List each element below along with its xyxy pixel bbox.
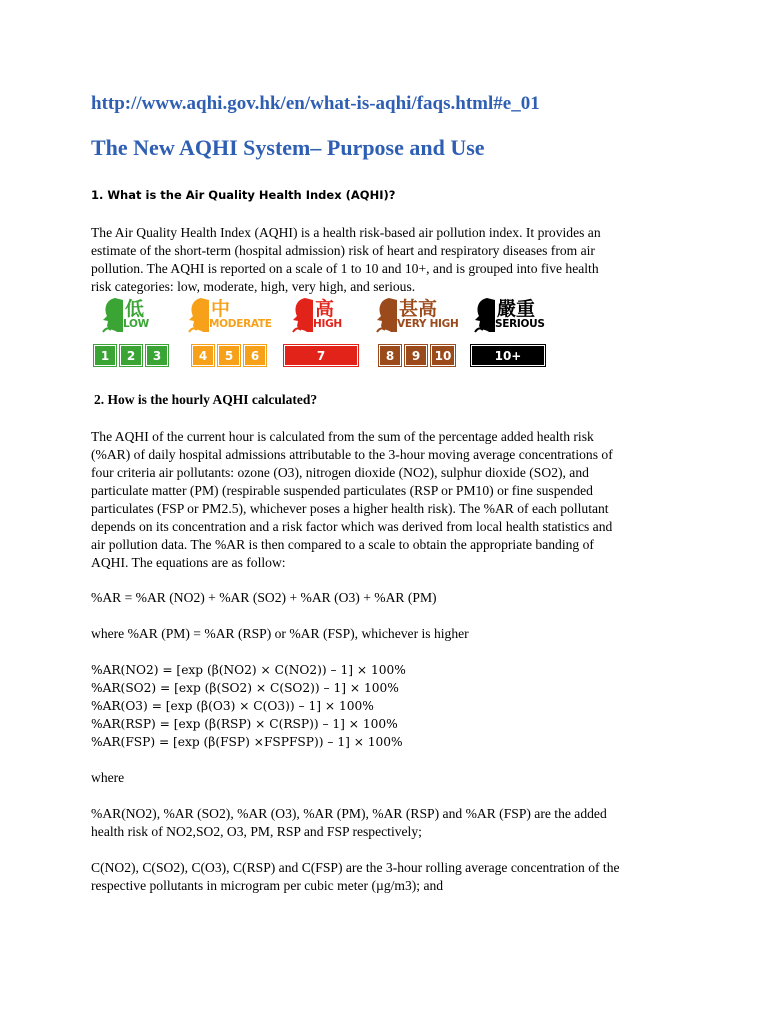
equation: %AR(O3) = [exp (β(O3) × C(O3)) – 1] × 100%	[91, 699, 374, 713]
definition-added-risk	[91, 805, 691, 841]
category-zh: 高	[315, 298, 335, 320]
scale-box: 4	[192, 345, 214, 366]
scale-serious	[471, 345, 545, 366]
scale-box: 6	[244, 345, 266, 366]
equation-list	[91, 661, 691, 751]
category-en: VERY HIGH	[397, 318, 459, 330]
category-zh: 嚴重	[497, 298, 536, 320]
equation: %AR(SO2) = [exp (β(SO2) × C(SO2)) – 1] × 100%	[91, 681, 399, 695]
text-line: The AQHI of the current hour is calculated from the sum of the percentage added health risk	[91, 429, 594, 444]
question-1-answer	[91, 224, 691, 296]
scale-box: 8	[379, 345, 401, 366]
equation: %AR(NO2) = [exp (β(NO2) × C(NO2)) – 1] × 100%	[91, 663, 406, 677]
category-zh: 中	[211, 298, 231, 320]
scale-box: 7	[284, 345, 358, 366]
question-2-answer	[91, 428, 691, 572]
scale-moderate	[192, 345, 266, 366]
text-line: respective pollutants in microgram per cubic meter (µg/m3); and	[91, 878, 444, 893]
scale-box: 1	[94, 345, 116, 366]
text-line: depends on its concentration and a risk factor which was derived from local health statistics and	[91, 519, 613, 534]
question-2-heading: 2. How is the hourly AQHI calculated?	[94, 392, 318, 407]
category-en: MODERATE	[209, 318, 272, 330]
category-zh: 低	[125, 298, 145, 320]
sum-equation: %AR = %AR (NO2) + %AR (SO2) + %AR (O3) + %AR (PM)	[91, 590, 437, 605]
scale-box: 9	[405, 345, 427, 366]
text-line: particulate matter (PM) (respirable suspended particulates (RSP or PM10) or fine suspended	[91, 483, 593, 498]
text-line: The Air Quality Health Index (AQHI) is a health risk-based air pollution index. It provides an	[91, 225, 601, 240]
text-line: pollution. The AQHI is reported on a scale of 1 to 10 and 10+, and is grouped into five health	[91, 261, 599, 276]
text-line: %AR(NO2), %AR (SO2), %AR (O3), %AR (PM), %AR (RSP) and %AR (FSP) are the added	[91, 806, 607, 821]
text-line: (%AR) of daily hospital admissions attributable to the 3-hour moving average concentrations of	[91, 447, 613, 462]
scale-very-high	[379, 345, 455, 366]
source-link[interactable]: http://www.aqhi.gov.hk/en/what-is-aqhi/faqs.html#e_01	[91, 93, 540, 114]
scale-box: 10+	[471, 345, 545, 366]
category-en: LOW	[123, 318, 149, 330]
scale-box: 5	[218, 345, 240, 366]
where-pm: where %AR (PM) = %AR (RSP) or %AR (FSP), whichever is higher	[91, 626, 469, 641]
question-1-heading: 1. What is the Air Quality Health Index (AQHI)?	[91, 188, 396, 202]
text-line: AQHI. The equations are as follow:	[91, 555, 286, 570]
definition-concentration	[91, 859, 691, 895]
scale-box: 3	[146, 345, 168, 366]
text-line: risk categories: low, moderate, high, very high, and serious.	[91, 279, 416, 294]
scale-box: 10	[431, 345, 455, 366]
equation: %AR(RSP) = [exp (β(RSP) × C(RSP)) – 1] × 100%	[91, 717, 398, 731]
text-line: health risk of NO2,SO2, O3, PM, RSP and FSP respectively;	[91, 824, 422, 839]
category-en: HIGH	[313, 318, 342, 330]
text-line: four criteria air pollutants: ozone (O3), nitrogen dioxide (NO2), sulphur dioxide (SO2), and	[91, 465, 589, 480]
page-title: The New AQHI System– Purpose and Use	[91, 135, 485, 160]
where-label: where	[91, 770, 125, 785]
category-zh: 甚高	[399, 298, 438, 320]
scale-high	[284, 345, 358, 366]
text-line: C(NO2), C(SO2), C(O3), C(RSP) and C(FSP) are the 3-hour rolling average concentration of the	[91, 860, 620, 875]
category-en: SERIOUS	[495, 318, 545, 330]
equation: %AR(FSP) = [exp (β(FSP) ×FSPFSP)) – 1] × 100%	[91, 735, 403, 749]
text-line: air pollution data. The %AR is then compared to a scale to obtain the appropriate banding of	[91, 537, 594, 552]
text-line: estimate of the short-term (hospital admission) risk of heart and respiratory diseases from air	[91, 243, 595, 258]
scale-low	[94, 345, 168, 366]
scale-box: 2	[120, 345, 142, 366]
text-line: particulates (FSP or PM2.5), whichever poses a higher health risk). The %AR of each pollutant	[91, 501, 609, 516]
